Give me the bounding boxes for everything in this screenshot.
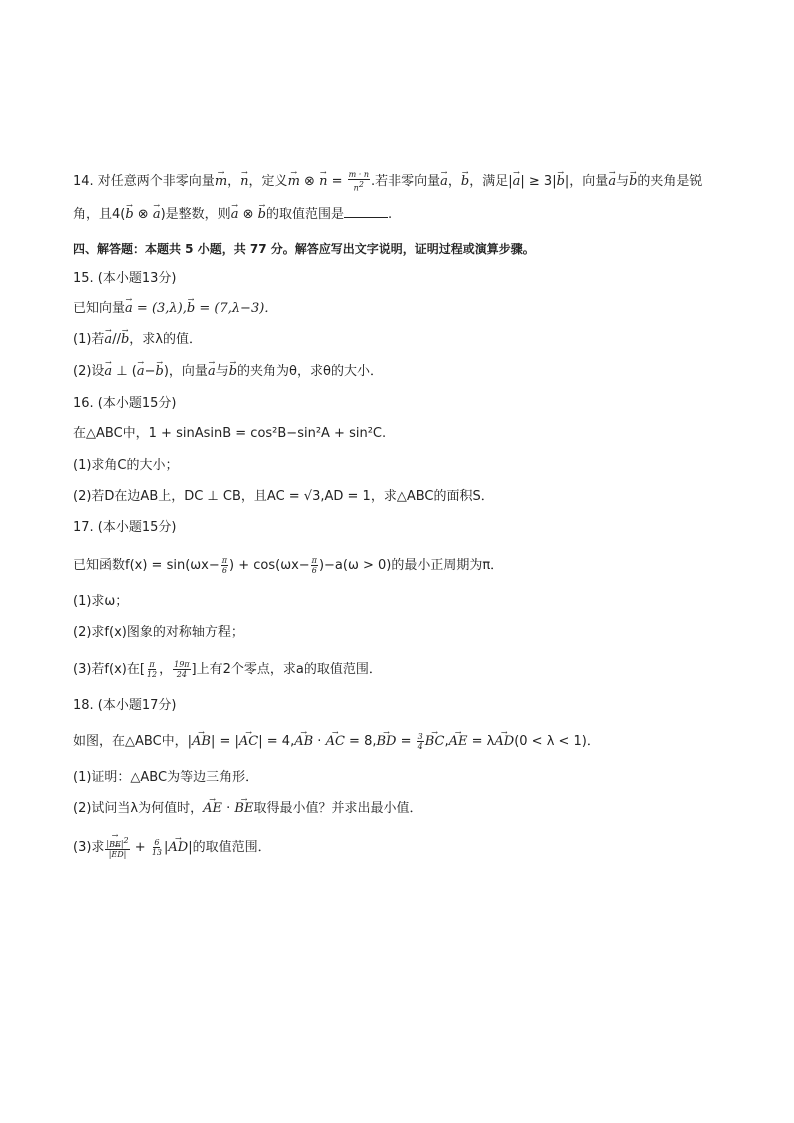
text: (3)求 [73,839,105,855]
vector-AE: → AE [449,733,468,751]
text: ⊥ ( [112,364,137,379]
text: (1)若 [73,332,105,347]
text: ⊗ [133,207,153,222]
fraction-19pi-24 [173,660,190,679]
fraction-pi-12 [146,660,158,679]
q18-part-3 [73,836,271,859]
text: (2)设 [73,364,105,379]
text: 与 [616,173,630,189]
text: (0 < λ < 1)． [514,734,600,749]
text: 的取值范围是 [265,207,344,222]
q15-given [73,300,277,318]
vector-n: → n [319,173,327,191]
q17-part-2: (2)求f(x)图象的对称轴方程； [73,625,244,640]
vector-b: → b [229,363,237,381]
text: | = | [211,734,239,749]
vector-n: → n [240,173,248,191]
text: 定义 [261,173,288,189]
q16-header: 16. (本小题15分) [73,396,177,411]
text: 角，且4( [73,207,126,222]
vector-b: → b [557,173,565,191]
vector-b: → b [187,300,195,318]
vector-b: → b [629,173,637,191]
vector-AB: → AB [294,733,313,751]
text: 如图，在△ABC中，| [73,734,193,749]
fraction [348,170,370,193]
vector-a: → a [153,206,161,224]
text: = [396,734,416,749]
text: ， [447,173,461,189]
vector-BE: → BE [234,800,253,818]
vector-a: → a [125,300,133,318]
text: = [327,173,347,189]
text: | = 4, [258,734,295,749]
fraction-numerator: 19π [174,660,190,669]
vector-a: → a [137,363,145,381]
text: + [130,839,150,855]
q14-line-1 [73,170,702,193]
text: = 8, [344,734,377,749]
text: ⊗ [299,173,320,189]
vector-a: → a [208,363,216,381]
section-heading: 四、解答题：本题共 5 小题，共 77 分。解答应写出文字说明，证明过程或演算步骤。 [73,242,535,256]
text: )是整数，则 [160,207,231,222]
fraction-6-13 [151,838,163,857]
text: ，满足| [469,173,513,189]
fraction-denominator: 6 [221,566,227,575]
text: · [222,801,235,816]
text: 已知函数f(x) = sin(ωx− [73,558,220,573]
text: · [313,734,326,749]
fraction-numerator: 6 [154,837,160,847]
vector-AE: → AE [203,800,222,818]
vector-b: → b [461,173,469,191]
text: ，求λ的值． [129,332,202,347]
fraction-BE-ED [105,836,129,859]
answer-blank[interactable] [344,205,388,218]
vector-ED: → ED [111,850,123,859]
text: (3)若f(x)在[ [73,662,145,677]
fraction-denominator: 6 [311,566,317,575]
q18-part-2 [73,800,422,818]
fraction-numerator: |→ BE|2 [105,836,129,850]
q18-part-1: (1)证明：△ABC为等边三角形． [73,770,259,785]
q14-line-2 [73,205,392,224]
text: 14. 对任意两个非零向量 [73,173,215,189]
fraction-denominator: 24 [176,670,187,679]
q17-part-3 [73,660,382,679]
fraction-denominator: 13 [151,847,162,857]
vector-b: → b [156,363,164,381]
vector-a: → a [231,206,239,224]
vector-b: → b [125,206,133,224]
text: n [353,183,359,193]
vector-a: → a [440,173,448,191]
text: ]上有2个零点，求a的取值范围． [191,662,382,677]
vector-a: → a [104,331,112,349]
vector-BD: → BD [376,733,396,751]
q17-part-1: (1)求ω； [73,594,129,609]
vector-a: → a [104,363,112,381]
text: | ≥ 3| [520,173,557,189]
q17-given [73,556,503,575]
vector-AD: → AD [168,839,188,857]
text: ⊗ [238,207,258,222]
text: − [144,364,156,379]
vector-AD: → AD [494,733,514,751]
text: // [112,332,121,347]
vector-AB: → AB [192,733,211,751]
text: | [164,839,169,855]
fraction-numerator: π [149,660,155,669]
q15-header: 15. (本小题13分) [73,271,177,286]
text: ) + cos(ωx− [229,558,310,573]
vector-a: → a [513,173,521,191]
text: .若非零向量 [370,173,441,189]
vector-a: → a [608,173,616,191]
text: 的夹角为θ，求θ的大小． [237,364,383,379]
text: )，向量 [163,364,208,379]
fraction-pi-6 [311,556,318,575]
vector-m: → m [215,173,227,191]
text: |的取值范围． [188,839,271,855]
vector-AC: → AC [326,733,345,751]
superscript: 2 [123,836,129,845]
text: 取得最小值？并求出最小值． [253,801,423,816]
q18-header: 18. (本小题17分) [73,698,177,713]
superscript: 2 [358,180,364,189]
text: , [444,734,449,749]
vector-b: → b [258,206,266,224]
text: = (3,λ), [132,301,187,316]
q17-header: 17. (本小题15分) [73,520,177,535]
fraction-denominator: |→ ED| [108,850,128,859]
q16-given: 在△ABC中，1 + sinAsinB = cos²B−sin²A + sin²C. [73,426,387,441]
text: (2)试问当λ为何值时， [73,801,204,816]
text: 已知向量 [73,301,126,316]
vector-b: → b [121,331,129,349]
fraction-numerator: π [311,556,317,565]
text: ， [248,173,262,189]
vector-BC: → BC [425,733,445,751]
fraction-numerator: 3 [417,732,423,741]
fraction-denominator: 12 [146,670,158,679]
q16-part-2: (2)若D在边AB上，DC ⊥ CB，且AC = √3,AD = 1，求△ABC的面积S． [73,489,494,504]
text: ， [227,173,241,189]
vector-AC: → AC [239,733,258,751]
text: 与 [215,364,229,379]
q15-part-2 [73,363,383,381]
q18-given [73,732,600,751]
text: |，向量 [564,173,609,189]
text: = (7,λ−3)． [195,301,278,316]
text: = λ [467,734,495,749]
fraction-denominator: 4 [417,742,423,751]
text: )−a(ω > 0)的最小正周期为π． [318,558,504,573]
q15-part-1 [73,331,202,349]
text: . [387,207,393,222]
fraction-numerator: π [221,556,228,565]
fraction-denominator [353,180,365,193]
fraction-pi-6 [221,556,228,575]
vector-BE: → BE [109,840,121,849]
text: ， [159,662,173,677]
fraction-3-4 [417,732,424,751]
vector-m: → m [288,173,300,191]
q16-part-1: (1)求角C的大小； [73,458,179,473]
text: 的夹角是锐 [637,173,703,189]
fraction-numerator: m · n [348,170,369,179]
